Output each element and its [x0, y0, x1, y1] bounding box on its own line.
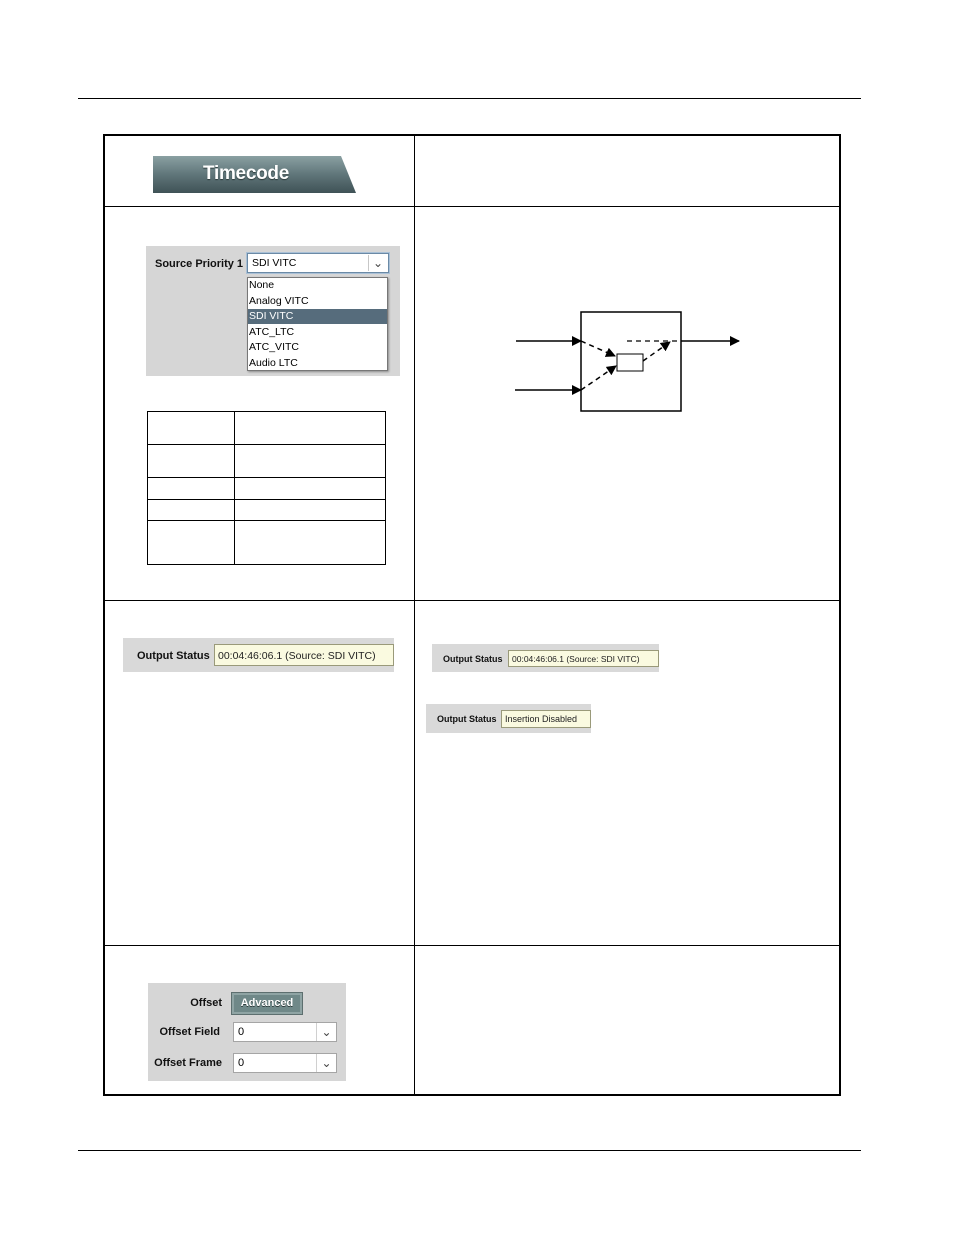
source-priority-options: [247, 277, 388, 371]
option-atc-ltc[interactable]: ATC_LTC: [249, 325, 295, 338]
timecode-tab[interactable]: [153, 156, 357, 193]
chevron-down-icon[interactable]: ⌄: [316, 1023, 336, 1041]
source-priority-label: Source Priority 1: [155, 258, 244, 270]
source-priority-select[interactable]: [247, 253, 389, 273]
priority-table: [147, 411, 386, 565]
option-none[interactable]: None: [249, 279, 275, 291]
source-priority-panel: [146, 246, 400, 376]
offset-label: Offset: [190, 997, 222, 1009]
output-status-example-active: [432, 644, 659, 672]
offset-field-value: 0: [238, 1026, 245, 1038]
option-audio-ltc[interactable]: Audio LTC: [249, 356, 298, 369]
table-column-divider: [234, 412, 235, 564]
output-status-field: 00:04:46:06.1 (Source: SDI VITC): [214, 644, 394, 666]
row-divider: [105, 945, 839, 946]
footer-rule: [78, 1150, 861, 1151]
tab-label: Timecode: [203, 163, 289, 184]
output-status-label: Output Status: [443, 654, 503, 664]
output-status-label: Output Status: [437, 714, 497, 724]
table-row-divider: [148, 477, 385, 478]
header-rule: [78, 98, 861, 99]
offset-frame-value: 0: [238, 1057, 245, 1069]
output-status-label: Output Status: [137, 650, 210, 662]
offset-panel: [148, 983, 346, 1081]
output-status-field: 00:04:46:06.1 (Source: SDI VITC): [508, 650, 659, 667]
chevron-down-icon[interactable]: ⌄: [368, 255, 387, 271]
timecode-block-diagram: [515, 311, 755, 421]
option-atc-vitc[interactable]: ATC_VITC: [249, 341, 299, 353]
offset-frame-label: Offset Frame: [154, 1057, 222, 1069]
output-status-field: Insertion Disabled: [501, 710, 591, 728]
chevron-down-icon[interactable]: ⌄: [316, 1054, 336, 1072]
row-divider: [105, 600, 839, 601]
row-divider: [105, 206, 839, 207]
table-row-divider: [148, 444, 385, 445]
column-divider: [414, 136, 415, 1094]
source-priority-value: SDI VITC: [252, 257, 297, 269]
output-status-panel: [123, 638, 394, 672]
output-status-example-disabled: [426, 704, 591, 733]
offset-frame-select[interactable]: [233, 1053, 337, 1073]
advanced-button[interactable]: Advanced: [232, 993, 302, 1014]
offset-field-select[interactable]: [233, 1022, 337, 1042]
table-row-divider: [148, 499, 385, 500]
option-analog-vitc[interactable]: Analog VITC: [249, 294, 309, 307]
table-row-divider: [148, 520, 385, 521]
option-sdi-vitc[interactable]: SDI VITC: [248, 309, 387, 324]
function-table: [103, 134, 841, 1096]
offset-field-label: Offset Field: [159, 1026, 220, 1038]
inner-block: [617, 354, 643, 371]
